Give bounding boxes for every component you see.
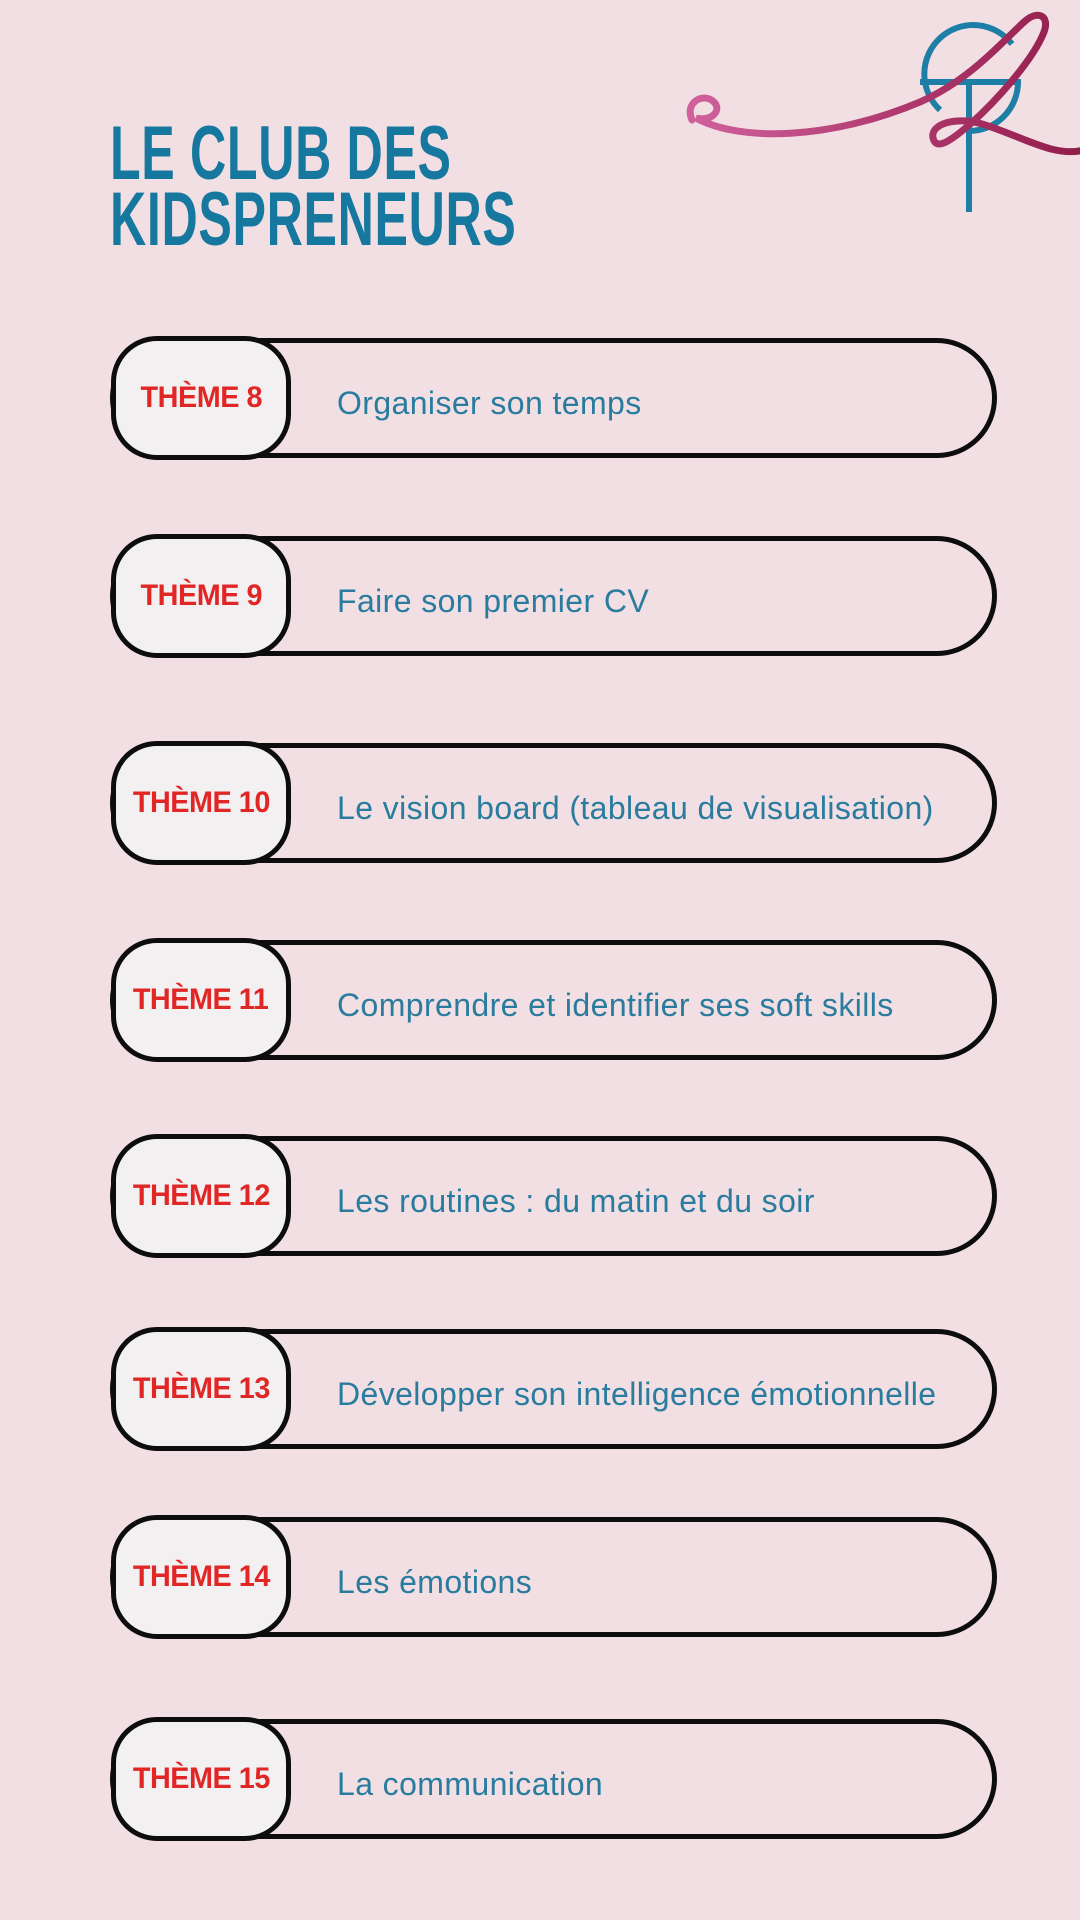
theme-badge-label: THÈME 8 <box>140 381 262 414</box>
theme-row <box>110 1719 997 1839</box>
theme-badge-label: THÈME 12 <box>132 1179 270 1212</box>
theme-row <box>110 536 997 656</box>
theme-badge <box>111 336 291 460</box>
theme-title: Les routines : du matin et du soir <box>337 1182 815 1219</box>
theme-row <box>110 1136 997 1256</box>
theme-title: La communication <box>337 1765 604 1802</box>
theme-badge-label: THÈME 10 <box>132 786 270 819</box>
theme-row <box>110 940 997 1060</box>
theme-badge <box>111 1134 291 1258</box>
theme-row <box>110 743 997 863</box>
title-line-1-text: LE CLUB DES <box>110 111 452 196</box>
theme-row <box>110 1329 997 1449</box>
theme-badge-label: THÈME 13 <box>132 1372 270 1405</box>
theme-title: Le vision board (tableau de visualisation) <box>337 789 934 826</box>
theme-badge <box>111 741 291 865</box>
theme-badge <box>111 1717 291 1841</box>
logo-script-flourish <box>690 15 1080 151</box>
theme-badge-label: THÈME 14 <box>132 1560 270 1593</box>
theme-badge <box>111 1327 291 1451</box>
theme-title: Les émotions <box>337 1563 533 1600</box>
theme-badge-label: THÈME 15 <box>132 1762 270 1795</box>
theme-title: Organiser son temps <box>337 384 642 421</box>
theme-badge-label: THÈME 11 <box>133 983 269 1016</box>
title-line-2-text: KIDSPRENEURS <box>110 177 517 262</box>
title-line-2 <box>110 177 726 262</box>
theme-row <box>110 1517 997 1637</box>
theme-badge <box>111 1515 291 1639</box>
theme-row <box>110 338 997 458</box>
page-title <box>110 111 726 262</box>
theme-title: Comprendre et identifier ses soft skills <box>337 986 894 1023</box>
theme-badge <box>111 938 291 1062</box>
theme-title: Développer son intelligence émotionnelle <box>337 1375 937 1412</box>
theme-badge-label: THÈME 9 <box>140 579 262 612</box>
theme-title: Faire son premier CV <box>337 582 650 619</box>
monogram-logo-icon <box>640 0 1080 235</box>
theme-badge <box>111 534 291 658</box>
